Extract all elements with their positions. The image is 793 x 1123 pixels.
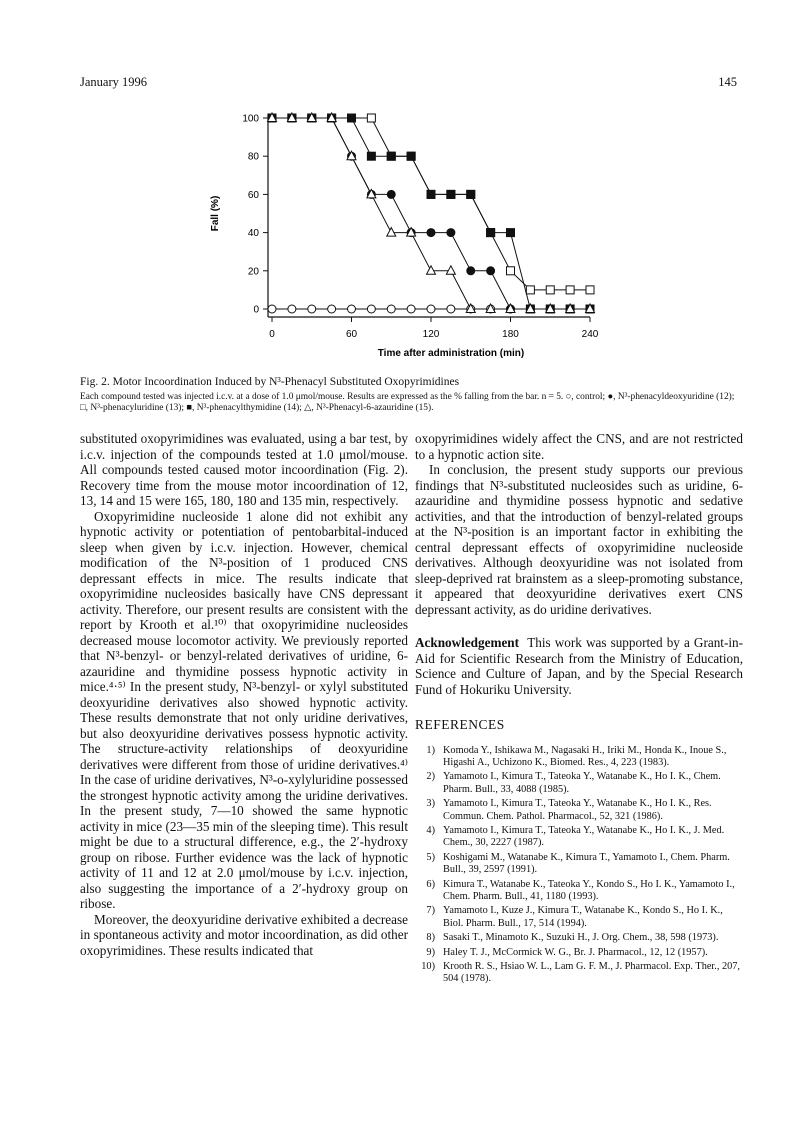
reference-list [415, 745, 743, 986]
y-tick-label: 80 [247, 151, 259, 163]
reference-item [415, 745, 743, 770]
left-column [80, 431, 408, 958]
data-point [507, 229, 515, 237]
data-point [446, 266, 455, 275]
series-line [272, 118, 590, 290]
data-point [427, 229, 435, 237]
reference-number: 3) [426, 798, 435, 810]
running-header-date: January 1996 [80, 75, 147, 89]
data-point [546, 286, 554, 294]
x-tick-label: 0 [269, 329, 275, 340]
data-point [427, 266, 436, 275]
acknowledgement-text: This work was supported by a Grant-in-Aid for Scientific Research from the Ministry of Education, Science and Culture of Japan, and by the Special Research Fund of Hokuriku University. [415, 635, 743, 697]
y-tick-label: 20 [247, 266, 259, 278]
data-point [367, 305, 375, 313]
reference-number: 10) [421, 961, 435, 972]
data-point [427, 190, 435, 198]
data-point [328, 305, 336, 313]
reference-item [415, 825, 743, 850]
paragraph: substituted oxopyrimidines was evaluated, using a bar test, by i.c.v. injection of the compounds tested at 1.0 μmol/mouse. All compounds tested caused motor incoordination (Fig. 2). Recovery time from the mouse motor incoordination of 12, 13, 14 and 15 were 165, 180, 180 and 135 min, respectively. [80, 431, 408, 508]
reference-number: 8) [426, 932, 435, 944]
reference-number: 5) [426, 851, 435, 863]
reference-number: 2) [426, 771, 435, 783]
x-tick-label: 60 [345, 329, 358, 340]
data-point [507, 267, 515, 275]
reference-item [415, 771, 743, 796]
data-point [467, 267, 475, 275]
reference-item [415, 932, 743, 944]
data-point [367, 152, 375, 160]
data-point [387, 228, 396, 237]
paragraph: Oxopyrimidine nucleoside 1 alone did not exhibit any hypnotic activity or potentiation of pentobarbital-induced sleep when given by i.c.v. injection. However, chemical modification of the N³-position of 1 produced CNS depressant effects in mice. The results indicate that oxopyrimidine nucleosides basically have CNS depressant activity. Therefore, our present results are consistent with the report by Krooth et al.¹⁰⁾ that oxopyrimidine nucleosides decreased mouse locomotor activity. We previously reported that N³-benzyl- or benzyl-related derivatives of uridine, 6-azauridine and thymidine possess hypnotic activity in mice.⁴·⁵⁾ In the present study, N³-benzyl- or xylyl substituted deoxyuridine derivatives also showed hypnotic activity. These results demonstrate that not only uridine derivatives, but also deoxyuridine derivatives possess hypnotic activity. The structure-activity relationships of deoxyuridine derivatives were different from those of uridine derivatives.⁴⁾ In the case of uridine derivatives, N³-o-xylyluridine possessed the strongest hypnotic activity among the uridine derivatives. In the present study, 7—10 showed the same hypnotic activity in mice (23—35 min of the sleeping time). This result might be due to a structural difference, e.g., the 2′-hydroxy group on ribose. Further evidence was the lack of hypnotic activity of 11 and 12 at 2.0 μmol/mouse by i.c.v. injection, also suggesting the importance of a 2′-hydroxy group on ribose. [80, 508, 408, 911]
acknowledgement [415, 635, 743, 697]
data-point [407, 152, 415, 160]
x-tick-label: 180 [502, 329, 519, 340]
data-point [348, 305, 356, 313]
reference-item [415, 798, 743, 823]
reference-text: Kimura T., Watanabe K., Tateoka Y., Kondo S., Ho I. K., Yamamoto I., Chem. Pharm. Bull., 41, 1180 (1993). [443, 878, 735, 902]
reference-text: Yamamoto I., Kuze J., Kimura T., Watanabe K., Kondo S., Ho I. K., Biol. Pharm. Bull., 17, 514 (1994). [443, 905, 723, 929]
reference-number: 1) [426, 744, 435, 756]
reference-text: Koshigami M., Watanabe K., Kimura T., Yamamoto I., Chem. Pharm. Bull., 39, 2597 (1991). [443, 851, 730, 876]
data-point [308, 305, 316, 313]
y-axis-label: Fall (%) [210, 195, 221, 232]
reference-number: 7) [426, 905, 435, 917]
x-tick-label: 120 [422, 329, 440, 340]
y-tick-label: 60 [247, 189, 259, 201]
data-point [447, 305, 455, 313]
references-heading: REFERENCES [415, 717, 505, 732]
data-point [407, 305, 415, 313]
data-point [367, 114, 375, 122]
reference-text: Haley T. J., McCormick W. G., Br. J. Pharmacol., 12, 12 (1957). [443, 946, 708, 958]
figure-caption [80, 375, 742, 414]
reference-item [415, 947, 743, 959]
reference-number: 4) [426, 824, 435, 836]
y-tick-label: 40 [247, 228, 259, 240]
reference-text: Yamamoto I., Kimura T., Tateoka Y., Watanabe K., Ho I. K., J. Med. Chem., 30, 2227 (1987). [443, 824, 725, 849]
data-point [387, 305, 395, 313]
reference-text: Yamamoto I., Kimura T., Tateoka Y., Watanabe K., Ho I. K., Chem. Pharm. Bull., 33, 4088 (1985). [443, 771, 721, 795]
fall-chart [200, 100, 620, 362]
acknowledgement-heading: Acknowledgement [415, 635, 520, 650]
reference-text: Sasaki T., Minamoto K., Suzuki H., J. Org. Chem., 38, 598 (1973). [443, 932, 719, 944]
figure-caption-body: Each compound tested was injected i.c.v. at a dose of 1.0 μmol/mouse. Results are expressed as the % falling from the bar. n = 5. ○, control; ●, N³-phenacyldeoxyuridine (12); □, N³-phenacyluridine (13); ■, N³-phenacylthymidine (14); △, N³-Phenacyl-6-azauridine (15). [80, 392, 735, 413]
reference-text: Yamamoto I., Kimura T., Tateoka Y., Watanabe K., Ho I. K., Res. Commun. Chem. Pathol. Pharmacol., 52, 321 (1986). [443, 798, 712, 822]
data-point [487, 229, 495, 237]
page-number: 145 [718, 75, 737, 89]
data-point [447, 190, 455, 198]
paragraph: Moreover, the deoxyuridine derivative exhibited a decrease in spontaneous activity and motor incoordination, as did other oxopyrimidines. These results indicated that [80, 911, 408, 958]
reference-item [415, 961, 743, 986]
series-line [272, 118, 590, 309]
reference-item [415, 879, 743, 904]
data-point [586, 286, 594, 294]
reference-number: 9) [426, 946, 435, 958]
data-point [387, 190, 395, 198]
y-tick-label: 100 [242, 113, 259, 125]
reference-text: Komoda Y., Ishikawa M., Nagasaki H., Iriki M., Honda K., Inoue S., Higashi A., Uchizono K., Biomed. Res., 4, 223 (1983). [443, 744, 727, 768]
data-point [268, 305, 276, 313]
data-point [566, 286, 574, 294]
y-tick-label: 0 [253, 304, 259, 316]
paragraph: oxopyrimidines widely affect the CNS, and are not restricted to a hypnotic action site. [415, 431, 743, 462]
data-point [526, 286, 534, 294]
data-point [387, 152, 395, 160]
reference-number: 6) [426, 878, 435, 890]
figure-caption-title: Fig. 2. Motor Incoordination Induced by N³-Phenacyl Substituted Oxopyrimidines [80, 376, 460, 388]
data-point [288, 305, 296, 313]
data-point [467, 190, 475, 198]
data-point [447, 229, 455, 237]
reference-item [415, 905, 743, 930]
x-axis-label: Time after administration (min) [377, 348, 525, 359]
right-column [415, 431, 743, 988]
reference-text: Krooth R. S., Hsiao W. L., Lam G. F. M., J. Pharmacol. Exp. Ther., 207, 504 (1978). [443, 961, 741, 985]
series-line [272, 118, 590, 309]
reference-item [415, 852, 743, 877]
data-point [348, 114, 356, 122]
data-point [487, 267, 495, 275]
series-line [272, 118, 590, 309]
data-point [427, 305, 435, 313]
x-tick-label: 240 [581, 329, 599, 340]
paragraph: In conclusion, the present study supports our previous findings that N³-substituted nucleosides such as uridine, 6-azauridine and thymidine possess hypnotic and sedative activities, and that the introduction of benzyl-related groups at the N³-position is an important factor in exhibiting the central depressant effects of oxopyrimidine nucleoside derivatives. Although deoxyuridine was not isolated from sleep-deprived rat brainstem as a sleep-promoting substance, it appeared that deoxyuridine derivatives exert CNS depressant activity, as do uridine derivatives. [415, 462, 743, 617]
